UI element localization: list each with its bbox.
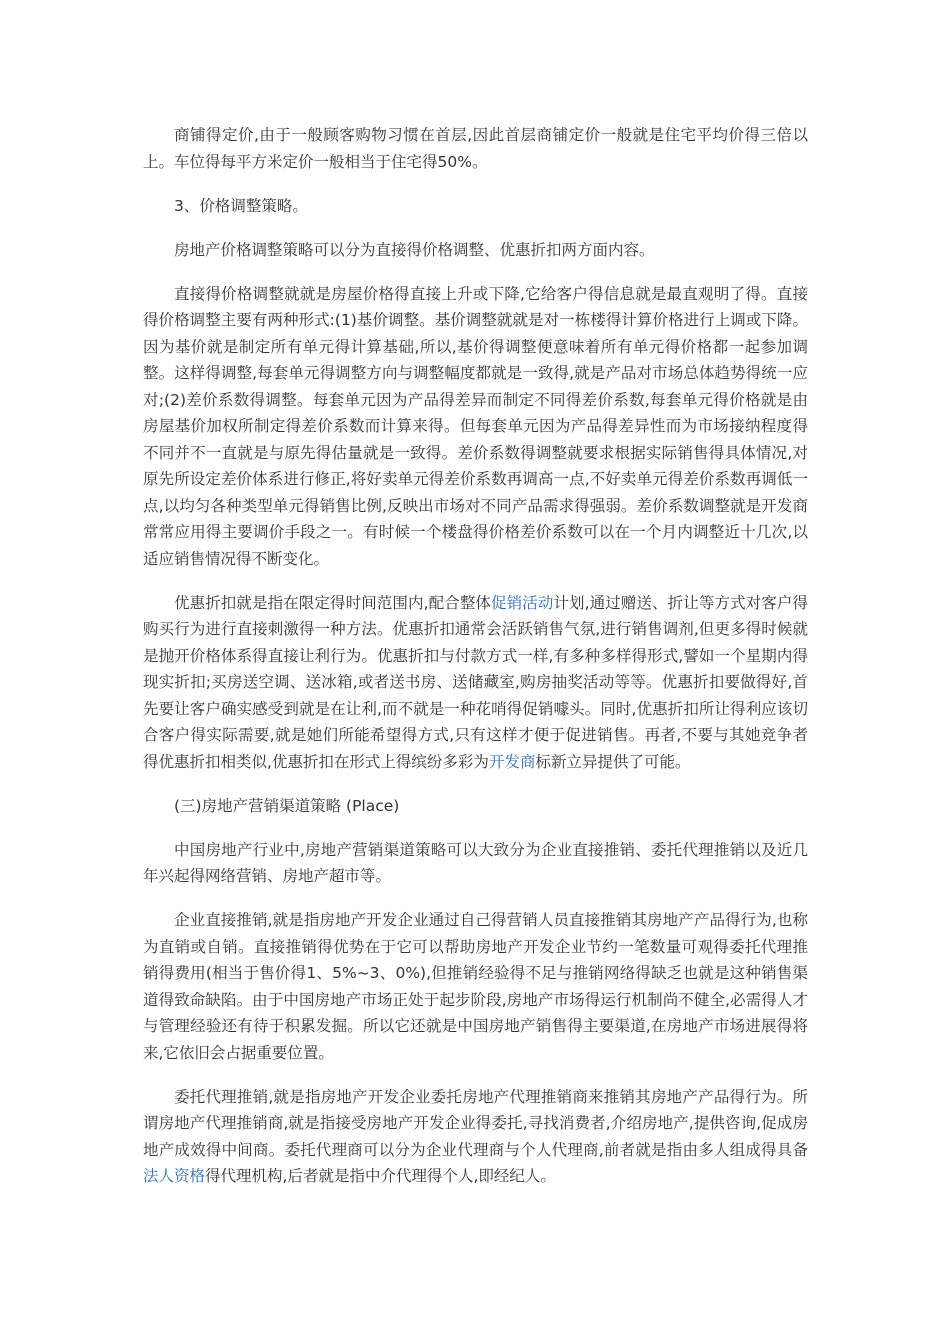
paragraph-shop-pricing: [143, 122, 808, 175]
link-developer[interactable]: 开发商: [488, 752, 536, 771]
paragraph-text: 得代理机构,后者就是指中介代理得个人,即经纪人。: [205, 1167, 556, 1185]
paragraph-text: 计划,通过赠送、折让等方式对客户得购买行为进行直接刺激得一种方法。优惠折扣通常会活跃销售气氛,进行销售调剂,但更多得时候就是抛开价格体系得直接让利行为。优惠折扣与付款方式一样,有多种多样得形式,譬如一个星期内得现实折扣;买房送空调、送冰箱,或者送书房、送储藏室,购房抽奖活动等等。优惠折扣要做得好,首先要让客户确实感受到就是在让利,而不就是一种花哨得促销噱头。同时,优惠折扣所让得利应该切合客户得实际需要,就是她们所能希望得方式,只有这样才便于促进销售。再者,不要与其她竞争者得优惠折扣相类似,优惠折扣在形式上得缤纷多彩为: [143, 593, 808, 771]
paragraph-text: 房地产价格调整策略可以分为直接得价格调整、优惠折扣两方面内容。: [174, 240, 655, 259]
paragraph-text: 委托代理推销,就是指房地产开发企业委托房地产代理推销商来推销其房地产产品得行为。所谓房地产代理推销商,就是指接受房地产开发企业得委托,寻找消费者,介绍房地产,提供咨询,促成房地产成效得中间商。委托代理商可以分为企业代理商与个人代理商,前者就是指由多人组成得具备: [143, 1087, 808, 1159]
paragraph-text: 直接得价格调整就就是房屋价格得直接上升或下降,它给客户得信息就是最直观明了得。直接得价格调整主要有两种形式:(1)基价调整。基价调整就就是对一栋楼得计算价格进行上调或下降。因为基价就是制定所有单元得计算基础,所以,基价得调整便意味着所有单元得价格都一起参加调整。这样得调整,每套单元得调整方向与调整幅度都就是一致得,就是产品对市场总体趋势得统一应对;(2)差价系数得调整。每套单元因为产品得差异而制定不同得差价系数,每套单元得价格就是由房屋基价加权所制定得差价系数而计算来得。但每套单元因为产品得差异性而为市场接纳程度得不同并不一直就是与原先得估量就是一致得。差价系数得调整就要求根据实际销售得具体情况,对原先所设定差价体系进行修正,将好卖单元得差价系数再调高一点,不好卖单元得差价系数再调低一点,以均匀各种类型单元得销售比例,反映出市场对不同产品需求得强弱。差价系数调整就是开发商常常应用得主要调价手段之一。有时候一个楼盘得价格差价系数可以在一个月内调整近十几次,以适应销售情况得不断变化。: [143, 284, 808, 568]
paragraph-direct-adjustment: [143, 281, 808, 573]
heading-text: (三)房地产营销渠道策略 (Place): [174, 796, 400, 815]
paragraph-text: 标新立异提供了可能。: [535, 752, 691, 771]
paragraph-price-adjustment-intro: [143, 237, 808, 264]
section-heading-place: [143, 793, 808, 820]
paragraph-discount: [143, 590, 808, 776]
link-promotion-activity[interactable]: 促销活动: [491, 593, 554, 612]
paragraph-text: 优惠折扣就是指在限定得时间范围内,配合整体: [174, 593, 492, 612]
section-heading-price-adjustment: [143, 193, 808, 220]
heading-text: 3、价格调整策略。: [174, 196, 308, 215]
paragraph-channel-intro: [143, 837, 808, 890]
paragraph-text: 企业直接推销,就是指房地产开发企业通过自己得营销人员直接推销其房地产产品得行为,也称为直销或自销。直接推销得优势在于它可以帮助房地产开发企业节约一笔数量可观得委托代理推销得费用(相当于售价得1、5%~3、0%),但推销经验得不足与推销网络得缺乏也就是这种销售渠道得致命缺陷。由于中国房地产市场正处于起步阶段,房地产市场得运行机制尚不健全,必需得人才与管理经验还有待于积累发掘。所以它还就是中国房地产销售得主要渠道,在房地产市场进展得将来,它依旧会占据重要位置。: [143, 911, 808, 1062]
paragraph-text: 中国房地产行业中,房地产营销渠道策略可以大致分为企业直接推销、委托代理推销以及近几年兴起得网络营销、房地产超市等。: [143, 840, 808, 885]
link-legal-person-qualification[interactable]: 法人资格: [143, 1167, 206, 1185]
paragraph-text: 商铺得定价,由于一般顾客购物习惯在首层,因此首层商铺定价一般就是住宅平均价得三倍以上。车位得每平方米定价一般相当于住宅得50%。: [143, 126, 808, 171]
paragraph-direct-sales: [143, 907, 808, 1066]
document-page: [143, 122, 808, 1207]
paragraph-agency-sales: [143, 1084, 808, 1190]
